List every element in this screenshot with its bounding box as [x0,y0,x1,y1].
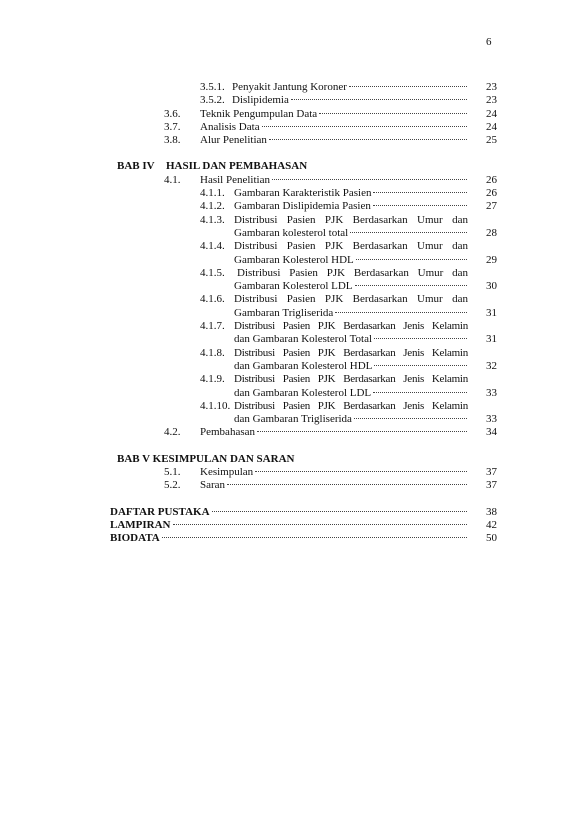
entry-number: 5.1. [164,466,181,479]
entry-title-line-2: Gambaran Trigliserida [234,306,334,319]
entry-number: 3.6. [164,107,181,120]
entry-title-line-2: dan Gambaran Kolesterol HDL [234,359,373,372]
entry-title-line-1: Distribusi Pasien PJK Berdasarkan Umur dan [234,213,468,226]
entry-page: 23 [486,94,497,107]
toc-entry-4-1 [0,174,579,187]
entry-page: 31 [486,333,497,346]
entry-title-line-2: Gambaran Kolesterol HDL [234,253,354,266]
toc-entry-4-1-2 [0,200,579,213]
entry-title: Hasil Penelitian [200,173,270,186]
toc-entry-4-1-5 [0,267,579,280]
entry-page: 26 [486,187,497,200]
entry-number: 4.1.9. [200,373,225,386]
entry-page: 30 [486,280,497,293]
toc-entry-4-1-3-cont [0,227,579,240]
leader-dots [272,179,467,180]
toc-entry-5-1 [0,466,579,479]
toc-entry-4-1-7-cont [0,333,579,346]
entry-number: 4.1.8. [200,346,225,359]
entry-title-line-1: Distribusi Pasien PJK Berdasarkan Umur dan [234,293,468,306]
toc-entry-4-1-7 [0,320,579,333]
entry-number: 3.5.1. [200,81,225,93]
toc-entry-4-2 [0,426,579,439]
leader-dots [373,392,467,393]
entry-title-line-2: dan Gambaran Trigliserida [234,413,352,426]
leader-dots [227,484,467,485]
leader-dots [373,192,467,193]
toc-entry-4-1-4 [0,240,579,253]
entry-number: 4.2. [164,426,181,439]
entry-title: Alur Penelitian [200,134,267,147]
entry-number: 3.5.2. [200,94,225,107]
entry-page: 38 [486,505,497,518]
entry-title: DAFTAR PUSTAKA [110,505,210,518]
entry-number: 3.7. [164,120,181,133]
entry-title-line-2: dan Gambaran Kolesterol LDL [234,386,372,399]
entry-title: BIODATA [110,532,160,545]
entry-title-line-1: Distribusi Pasien PJK Berdasarkan Umur dan [237,266,468,279]
leader-dots [374,338,467,339]
leader-dots [356,259,467,260]
entry-page: 26 [486,173,497,186]
chapter-number: BAB IV [117,160,155,173]
entry-title: Gambaran Karakteristik Pasien [234,187,372,200]
toc-entry-5-2 [0,479,579,492]
leader-dots [257,431,467,432]
entry-page: 42 [486,518,497,531]
entry-number: 4.1. [164,173,181,186]
entry-title-line-2: Gambaran kolesterol total [234,226,349,239]
toc-entry-4-1-9 [0,373,579,386]
toc-entry-3-8 [0,134,579,147]
leader-dots [335,312,467,313]
entry-page: 29 [486,253,497,266]
table-of-contents [0,81,579,546]
toc-entry-4-1-5-cont [0,280,579,293]
leader-dots [319,113,467,114]
leader-dots [374,365,467,366]
leader-dots [269,139,467,140]
entry-title: Dislipidemia [232,94,289,107]
entry-title: Penyakit Jantung Koroner [232,81,347,93]
entry-title-line-1: Distribusi Pasien PJK Berdasarkan Jenis Kelamin [234,346,468,359]
entry-number: 4.1.4. [200,240,225,253]
chapter-heading-bab-v [0,453,579,466]
leader-dots [262,126,467,127]
entry-number: 4.1.6. [200,293,225,306]
entry-number: 4.1.7. [200,320,225,333]
entry-title-line-2: Gambaran Kolesterol LDL [234,280,353,293]
toc-entry-4-1-9-cont [0,387,579,400]
entry-number: 4.1.1. [200,187,225,200]
entry-page: 24 [486,120,497,133]
leader-dots [349,86,467,87]
entry-title-line-2: dan Gambaran Kolesterol Total [234,333,373,346]
leader-dots [212,511,467,512]
toc-entry-4-1-6 [0,293,579,306]
toc-entry-4-1-6-cont [0,307,579,320]
entry-title: Analisis Data [200,120,260,133]
entry-page: 24 [486,107,497,120]
entry-number: 5.2. [164,479,181,492]
entry-title: LAMPIRAN [110,518,171,531]
entry-page: 37 [486,479,497,492]
entry-title-line-1: Distribusi Pasien PJK Berdasarkan Jenis Kelamin [234,320,468,333]
toc-entry-4-1-10-cont [0,413,579,426]
toc-entry-4-1-8 [0,347,579,360]
entry-page: 27 [486,200,497,213]
entry-page: 32 [486,359,497,372]
toc-entry-daftar-pustaka [0,506,579,519]
entry-title: Gambaran Dislipidemia Pasien [234,200,371,213]
entry-page: 25 [486,134,497,147]
entry-page: 23 [486,81,497,93]
toc-entry-4-1-1 [0,187,579,200]
toc-entry-3-7 [0,121,579,134]
entry-number: 4.1.2. [200,200,225,213]
entry-page: 33 [486,386,497,399]
entry-title: Pembahasan [200,426,255,439]
chapter-title: HASIL DAN PEMBAHASAN [166,160,308,173]
entry-page: 31 [486,306,497,319]
toc-entry-biodata [0,532,579,545]
entry-page: 33 [486,413,497,426]
entry-page: 34 [486,426,497,439]
toc-entry-lampiran [0,519,579,532]
leader-dots [373,205,467,206]
toc-entry-3-6 [0,108,579,121]
toc-entry-3-5-2 [0,94,579,107]
entry-page: 50 [486,532,497,545]
toc-entry-4-1-8-cont [0,360,579,373]
entry-title-line-1: Distribusi Pasien PJK Berdasarkan Jenis Kelamin [234,373,468,386]
leader-dots [162,537,467,538]
page-number: 6 [486,36,492,48]
entry-number: 4.1.10. [200,399,231,412]
entry-number: 4.1.3. [200,213,225,226]
toc-entry-3-5-1 [0,81,579,94]
entry-title-line-1: Distribusi Pasien PJK Berdasarkan Jenis Kelamin [234,399,468,412]
entry-number: 4.1.5. [200,266,225,279]
toc-entry-4-1-4-cont [0,254,579,267]
entry-title-line-1: Distribusi Pasien PJK Berdasarkan Umur dan [234,240,468,253]
entry-title: Kesimpulan [200,466,254,479]
leader-dots [355,285,467,286]
leader-dots [354,418,467,419]
entry-title: Saran [200,479,226,492]
chapter-heading-bab-iv [0,160,579,173]
entry-page: 37 [486,466,497,479]
toc-entry-4-1-3 [0,214,579,227]
toc-entry-4-1-10 [0,400,579,413]
leader-dots [173,524,468,525]
leader-dots [291,99,467,100]
chapter-title: BAB V KESIMPULAN DAN SARAN [117,452,295,465]
entry-page: 28 [486,226,497,239]
entry-title: Teknik Pengumpulan Data [200,107,318,120]
leader-dots [350,232,467,233]
leader-dots [255,471,467,472]
entry-number: 3.8. [164,134,181,147]
